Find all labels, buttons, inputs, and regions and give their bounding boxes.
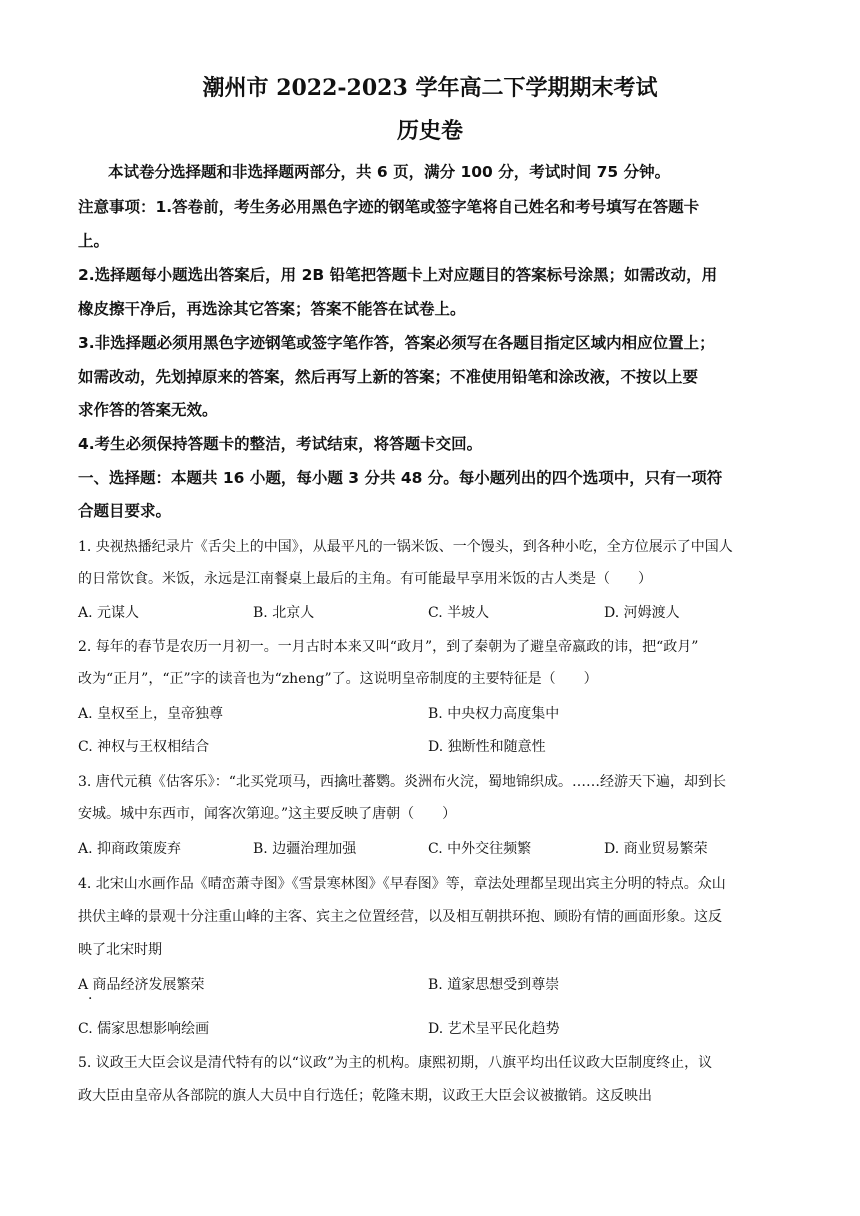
question-4-option-a-dot: ·	[88, 991, 93, 1007]
question-5-stem-line-1: 5. 议政王大臣会议是清代特有的以“议政”为主的机构。康熙初期，八旗平均出任议政大臣制度终止，议	[78, 1055, 713, 1071]
notice-2-line-1: 2.选择题每小题选出答案后，用 2B 铅笔把答题卡上对应题目的答案标号涂黑；如需改动，用	[78, 266, 718, 284]
exam-title: 潮州市 2022-2023 学年高二下学期期末考试	[202, 75, 658, 101]
question-3-option-c: C. 中外交往频繁	[428, 841, 532, 857]
question-4-option-d: D. 艺术呈平民化趋势	[428, 1021, 560, 1037]
question-3-option-b: B. 边疆治理加强	[253, 841, 357, 857]
notice-1-line-1: 注意事项：1.答卷前，考生务必用黑色字迹的钢笔或签字笔将自己姓名和考号填写在答题卡	[78, 198, 700, 216]
question-1-option-b: B. 北京人	[253, 605, 315, 621]
question-2-option-b: B. 中央权力高度集中	[428, 706, 560, 722]
notice-3-line-1: 3.非选择题必须用黑色字迹钢笔或签字笔作答，答案必须写在各题目指定区域内相应位置上；	[78, 334, 715, 352]
question-3-stem-line-2: 安城。城中东西市，闻客次第迎。”这主要反映了唐朝（ ）	[78, 806, 457, 822]
question-3-option-a: A. 抑商政策废弃	[78, 841, 182, 857]
question-4-stem-line-2: 拱伏主峰的景观十分注重山峰的主客、宾主之位置经营，以及相互朝拱环抱、顾盼有情的画面形象。这反	[78, 909, 722, 925]
notice-2-line-2: 橡皮擦干净后，再选涂其它答案；答案不能答在试卷上。	[78, 300, 466, 318]
question-1-option-c: C. 半坡人	[428, 605, 490, 621]
question-4-stem-line-1: 4. 北宋山水画作品《晴峦萧寺图》《雪景寒林图》《早春图》等，章法处理都呈现出宾主分明的特点。众山	[78, 876, 726, 892]
notice-3-line-2: 如需改动，先划掉原来的答案，然后再写上新的答案；不准使用铅笔和涂改液，不按以上要	[78, 368, 699, 386]
question-1-option-a: A. 元谋人	[78, 605, 140, 621]
question-5-stem-line-2: 政大臣由皇帝从各部院的旗人大员中自行选任；乾隆末期，议政王大臣会议被撤销。这反映出	[78, 1088, 652, 1104]
question-1-option-d: D. 河姆渡人	[604, 605, 680, 621]
question-1-stem-line-2: 的日常饮食。米饭，永远是江南餐桌上最后的主角。有可能最早享用米饭的古人类是（ ）	[78, 571, 652, 587]
exam-subtitle: 历史卷	[396, 118, 463, 144]
question-4-option-a: A 商品经济发展繁荣	[78, 977, 205, 993]
question-2-option-c: C. 神权与王权相结合	[78, 739, 210, 755]
question-2-stem-line-2: 改为“正月”，“正”字的读音也为“zheng”了。这说明皇帝制度的主要特征是（ ）	[78, 671, 598, 687]
question-4-option-b: B. 道家思想受到尊崇	[428, 977, 560, 993]
question-2-option-a: A. 皇权至上，皇帝独尊	[78, 706, 224, 722]
question-3-option-d: D. 商业贸易繁荣	[604, 841, 708, 857]
question-2-stem-line-1: 2. 每年的春节是农历一月初一。一月古时本来又叫“政月”，到了秦朝为了避皇帝嬴政的讳，把“政月”	[78, 639, 699, 655]
intro-line: 本试卷分选择题和非选择题两部分，共 6 页，满分 100 分，考试时间 75 分钟。	[108, 163, 671, 181]
notice-4: 4.考生必须保持答题卡的整洁，考试结束，将答题卡交回。	[78, 435, 483, 453]
notice-1-line-2: 上。	[78, 232, 110, 250]
question-3-stem-line-1: 3. 唐代元稹《估客乐》：“北买党项马，西擒吐蕃鹦。炎洲布火浣，蜀地锦织成。……经游天下遍，却到长	[78, 774, 726, 790]
notice-3-line-3: 求作答的答案无效。	[78, 401, 218, 419]
question-2-option-d: D. 独断性和随意性	[428, 739, 546, 755]
section-heading-line-1: 一、选择题：本题共 16 小题，每小题 3 分共 48 分。每小题列出的四个选项中，只有一项符	[78, 469, 723, 487]
question-1-stem-line-1: 1. 央视热播纪录片《舌尖上的中国》，从最平凡的一锅米饭、一个馒头，到各种小吃，全方位展示了中国人	[78, 539, 733, 555]
question-4-stem-line-3: 映了北宋时期	[78, 942, 162, 958]
question-4-option-c: C. 儒家思想影响绘画	[78, 1021, 210, 1037]
section-heading-line-2: 合题目要求。	[78, 502, 172, 520]
